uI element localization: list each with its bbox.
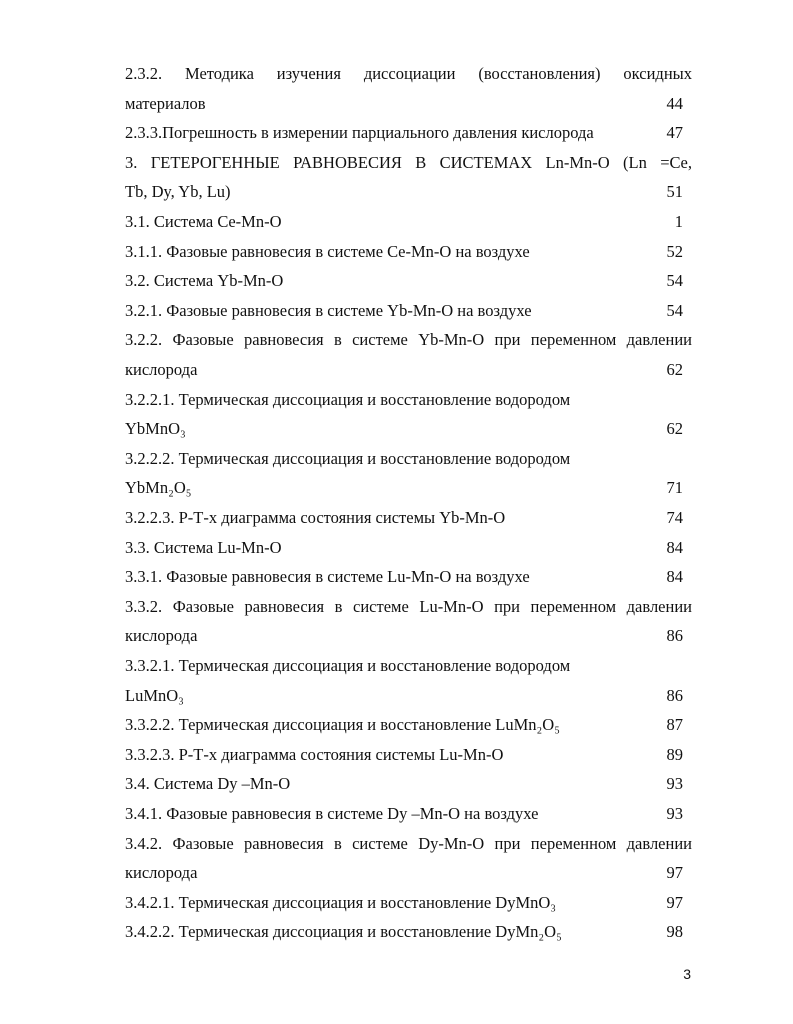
- toc-entry-text: Tb, Dy, Yb, Lu): [125, 182, 231, 201]
- toc-entry-text: 3.1. Система Ce-Mn-O: [125, 212, 282, 231]
- toc-entry-page-number: 54: [666, 301, 683, 320]
- toc-entry-page-number: 84: [666, 567, 683, 586]
- toc-entry-text: материалов: [125, 94, 206, 113]
- toc-entry-text: 3.4.2. Фазовые равновесия в системе Dy-Mn-O при переменном давлении: [125, 834, 692, 853]
- toc-entry-page-number: 93: [666, 774, 683, 793]
- toc-entry-page-number: 98: [666, 922, 683, 941]
- toc-entry-text: LuMnO₃: [125, 686, 184, 705]
- toc-entry-text: 3.3.1. Фазовые равновесия в системе Lu-Mn-O на воздухе: [125, 567, 530, 586]
- toc-entry-text: 3.2. Система Yb-Mn-O: [125, 271, 284, 290]
- toc-entry-page-number: 97: [666, 893, 683, 912]
- toc-entry-text: кислорода: [125, 863, 198, 882]
- toc-entry-text: 3.4.2.1. Термическая диссоциация и восстановление DyMnO₃: [125, 893, 557, 912]
- toc-entry-text: 3.2.2.3. Р-Т-х диаграмма состояния системы Yb-Mn-O: [125, 508, 506, 527]
- toc-entry-page-number: 51: [666, 182, 683, 201]
- toc-entry-page-number: 86: [666, 686, 683, 705]
- page-number: 3: [683, 966, 691, 982]
- toc-entry-page-number: 44: [666, 94, 683, 113]
- toc-entry-text: 3.3.2.2. Термическая диссоциация и восстановление LuMn₂O₅: [125, 715, 560, 734]
- toc-entry-text: 3. ГЕТЕРОГЕННЫЕ РАВНОВЕСИЯ В СИСТЕМАХ Ln-Mn-O (Ln =Ce,: [125, 153, 692, 172]
- toc-entry-text: 3.4. Система Dy –Mn-O: [125, 774, 291, 793]
- toc-entry-text: 3.2.2. Фазовые равновесия в системе Yb-Mn-O при переменном давлении: [125, 330, 692, 349]
- toc-entry-page-number: 1: [674, 212, 683, 231]
- toc-entry-page-number: 97: [666, 863, 683, 882]
- toc-entry-page-number: 93: [666, 804, 683, 823]
- toc-entry-text: YbMn₂O₅: [125, 478, 192, 497]
- toc-entry-page-number: 84: [666, 538, 683, 557]
- toc-entry-text: 3.4.1. Фазовые равновесия в системе Dy –Mn-O на воздухе: [125, 804, 539, 823]
- toc-entry-text: кислорода: [125, 626, 198, 645]
- toc-entry-page-number: 71: [666, 478, 683, 497]
- toc-entry-text: 3.1.1. Фазовые равновесия в системе Ce-Mn-O на воздухе: [125, 242, 530, 261]
- toc-entry-page-number: 74: [666, 508, 683, 527]
- toc-entry-text: 3.3. Система Lu-Mn-O: [125, 538, 282, 557]
- toc-entry-text: 3.3.2. Фазовые равновесия в системе Lu-Mn-O при переменном давлении: [125, 597, 692, 616]
- toc-entry-text: YbMnO₃: [125, 419, 186, 438]
- toc-entry-text: 3.3.2.1. Термическая диссоциация и восстановление водородом: [125, 656, 571, 675]
- toc-entry-page-number: 62: [666, 360, 683, 379]
- toc-entry-page-number: 89: [666, 745, 683, 764]
- toc-entry-text: кислорода: [125, 360, 198, 379]
- toc-entry-page-number: 52: [666, 242, 683, 261]
- toc-entry-page-number: 47: [666, 123, 683, 142]
- toc-entry-page-number: 86: [666, 626, 683, 645]
- toc-entry-text: 3.2.1. Фазовые равновесия в системе Yb-Mn-O на воздухе: [125, 301, 532, 320]
- toc-entry-page-number: 87: [666, 715, 683, 734]
- toc-entry-text: 3.3.2.3. Р-Т-х диаграмма состояния системы Lu-Mn-O: [125, 745, 504, 764]
- toc-entry-text: 2.3.2. Методика изучения диссоциации (восстановления) оксидных: [125, 64, 692, 83]
- toc-entry-text: 3.4.2.2. Термическая диссоциация и восстановление DyMn₂O₅: [125, 922, 562, 941]
- toc-entry-text: 2.3.3.Погрешность в измерении парциального давления кислорода: [125, 123, 594, 142]
- toc-entry-page-number: 54: [666, 271, 683, 290]
- toc-entry-page-number: 62: [666, 419, 683, 438]
- toc-entry-text: 3.2.2.2. Термическая диссоциация и восстановление водородом: [125, 449, 571, 468]
- toc-entry-text: 3.2.2.1. Термическая диссоциация и восстановление водородом: [125, 390, 571, 409]
